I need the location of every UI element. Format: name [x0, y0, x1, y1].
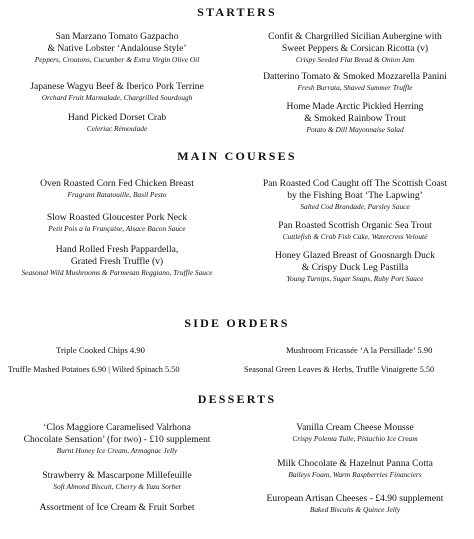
- dish-name: Confit & Chargrilled Sicilian Aubergine with Sweet Peppers & Corsican Ricotta (v): [268, 31, 442, 54]
- dish-description: Fresh Burrata, Shaved Summer Truffle: [297, 83, 413, 92]
- menu-dish: [6, 81, 228, 103]
- dish-name: Honey Glazed Breast of Goosnargh Duck & Crispy Duck Leg Pastilla: [275, 250, 435, 273]
- menu-dish: [6, 212, 228, 234]
- dish-name: Oven Roasted Corn Fed Chicken Breast: [40, 178, 194, 189]
- menu-dish: [6, 244, 228, 278]
- dish-description: Fragrant Ratatouille, Basil Pesto: [67, 190, 167, 199]
- dish-name: European Artisan Cheeses - £4.90 supplement: [266, 493, 444, 504]
- dish-name: ‘Clos Maggiore Caramelised Valrhona Chocolate Sensation’ (for two) - £10 supplement: [23, 422, 211, 445]
- dish-description: Crispy Polenta Tuile, Pistachio Ice Cream: [292, 434, 418, 443]
- dish-name: Milk Chocolate & Hazelnut Panna Cotta: [277, 458, 433, 469]
- dish-name: Vanilla Cream Cheese Mousse: [296, 422, 414, 433]
- side-order-item: Mushroom Fricassée ‘A la Persillade’ 5.90: [286, 345, 433, 355]
- menu-dish: [244, 178, 466, 212]
- menu-dish: [244, 250, 466, 284]
- menu-dish: [6, 422, 228, 456]
- dish-name: Assortment of Ice Cream & Fruit Sorbet: [39, 502, 195, 513]
- menu-dish: [6, 31, 228, 65]
- dish-description: Petit Pois a la Française, Alsace Bacon Sauce: [48, 224, 186, 233]
- dish-name: Pan Roasted Cod Caught off The Scottish Coast by the Fishing Boat ‘The Lapwing’: [262, 178, 448, 201]
- side-order-item: Seasonal Green Leaves & Herbs, Truffle Vinaigrette 5.50: [244, 365, 435, 374]
- dish-description: Crispy Seeded Flat Bread & Onion Jam: [295, 55, 415, 64]
- menu-dish: [6, 112, 228, 134]
- dish-description: Orchard Fruit Marmalade, Chargrilled Sourdough: [41, 93, 193, 102]
- menu-dish: [6, 178, 228, 200]
- menu-dish: [244, 493, 466, 515]
- dish-description: Peppers, Croutons, Cucumber & Extra Virgin Olive Oil: [34, 55, 200, 64]
- dish-description: Young Turnips, Sugar Snaps, Ruby Port Sauce: [286, 274, 424, 283]
- dish-name: Home Made Arctic Pickled Herring & Smoked Rainbow Trout: [286, 101, 424, 124]
- desserts-heading: DESSERTS: [197, 392, 277, 406]
- dish-name: Japanese Wagyu Beef & Iberico Pork Terrine: [30, 81, 204, 92]
- dish-description: Baileys Foam, Warm Raspberries Financiers: [288, 470, 422, 479]
- dish-description: Soft Almond Biscuit, Cherry & Yuzu Sorbet: [53, 482, 181, 491]
- dish-name: San Marzano Tomato Gazpacho & Native Lobster ‘Andalouse Style’: [47, 31, 187, 54]
- side-order-item: Truffle Mashed Potatoes 6.90 | Wilted Spinach 5.50: [8, 365, 180, 374]
- menu-dish: [244, 71, 466, 93]
- starters-heading: STARTERS: [197, 5, 277, 19]
- dish-name: Datterino Tomato & Smoked Mozzarella Panini: [263, 71, 447, 82]
- dish-description: Potato & Dill Mayonnaise Salad: [306, 125, 404, 134]
- dish-name: Slow Roasted Gloucester Pork Neck: [46, 212, 188, 223]
- menu-dish: [244, 101, 466, 135]
- menu-dish: [244, 220, 466, 242]
- menu-dish: [244, 422, 466, 444]
- menu-dish: [244, 31, 466, 65]
- menu-dish: [6, 470, 228, 492]
- dish-description: Cuttlefish & Crab Fish Cake, Watercress Velouté: [282, 232, 428, 241]
- dish-description: Celeriac Rémoulade: [86, 124, 148, 133]
- menu-dish: [6, 502, 228, 514]
- menu-dish: [244, 458, 466, 480]
- main-courses-heading: MAIN COURSES: [177, 149, 297, 163]
- dish-name: Hand Rolled Fresh Pappardella, Grated Fresh Truffle (v): [55, 244, 179, 267]
- side-orders-heading: SIDE ORDERS: [184, 316, 290, 330]
- dish-name: Hand Picked Dorset Crab: [67, 112, 167, 123]
- dish-description: Baked Biscuits & Quince Jelly: [309, 505, 401, 514]
- dish-description: Salted Cod Brandade, Parsley Sauce: [300, 202, 410, 211]
- dish-description: Burnt Honey Ice Cream, Armagnac Jelly: [56, 446, 178, 455]
- dish-name: Pan Roasted Scottish Organic Sea Trout: [278, 220, 432, 231]
- dish-name: Strawberry & Mascarpone Millefeuille: [42, 470, 192, 481]
- dish-description: Seasonal Wild Mushrooms & Parmesan Reggiano, Truffle Sauce: [21, 268, 213, 277]
- side-order-item: Triple Cooked Chips 4.90: [56, 345, 145, 355]
